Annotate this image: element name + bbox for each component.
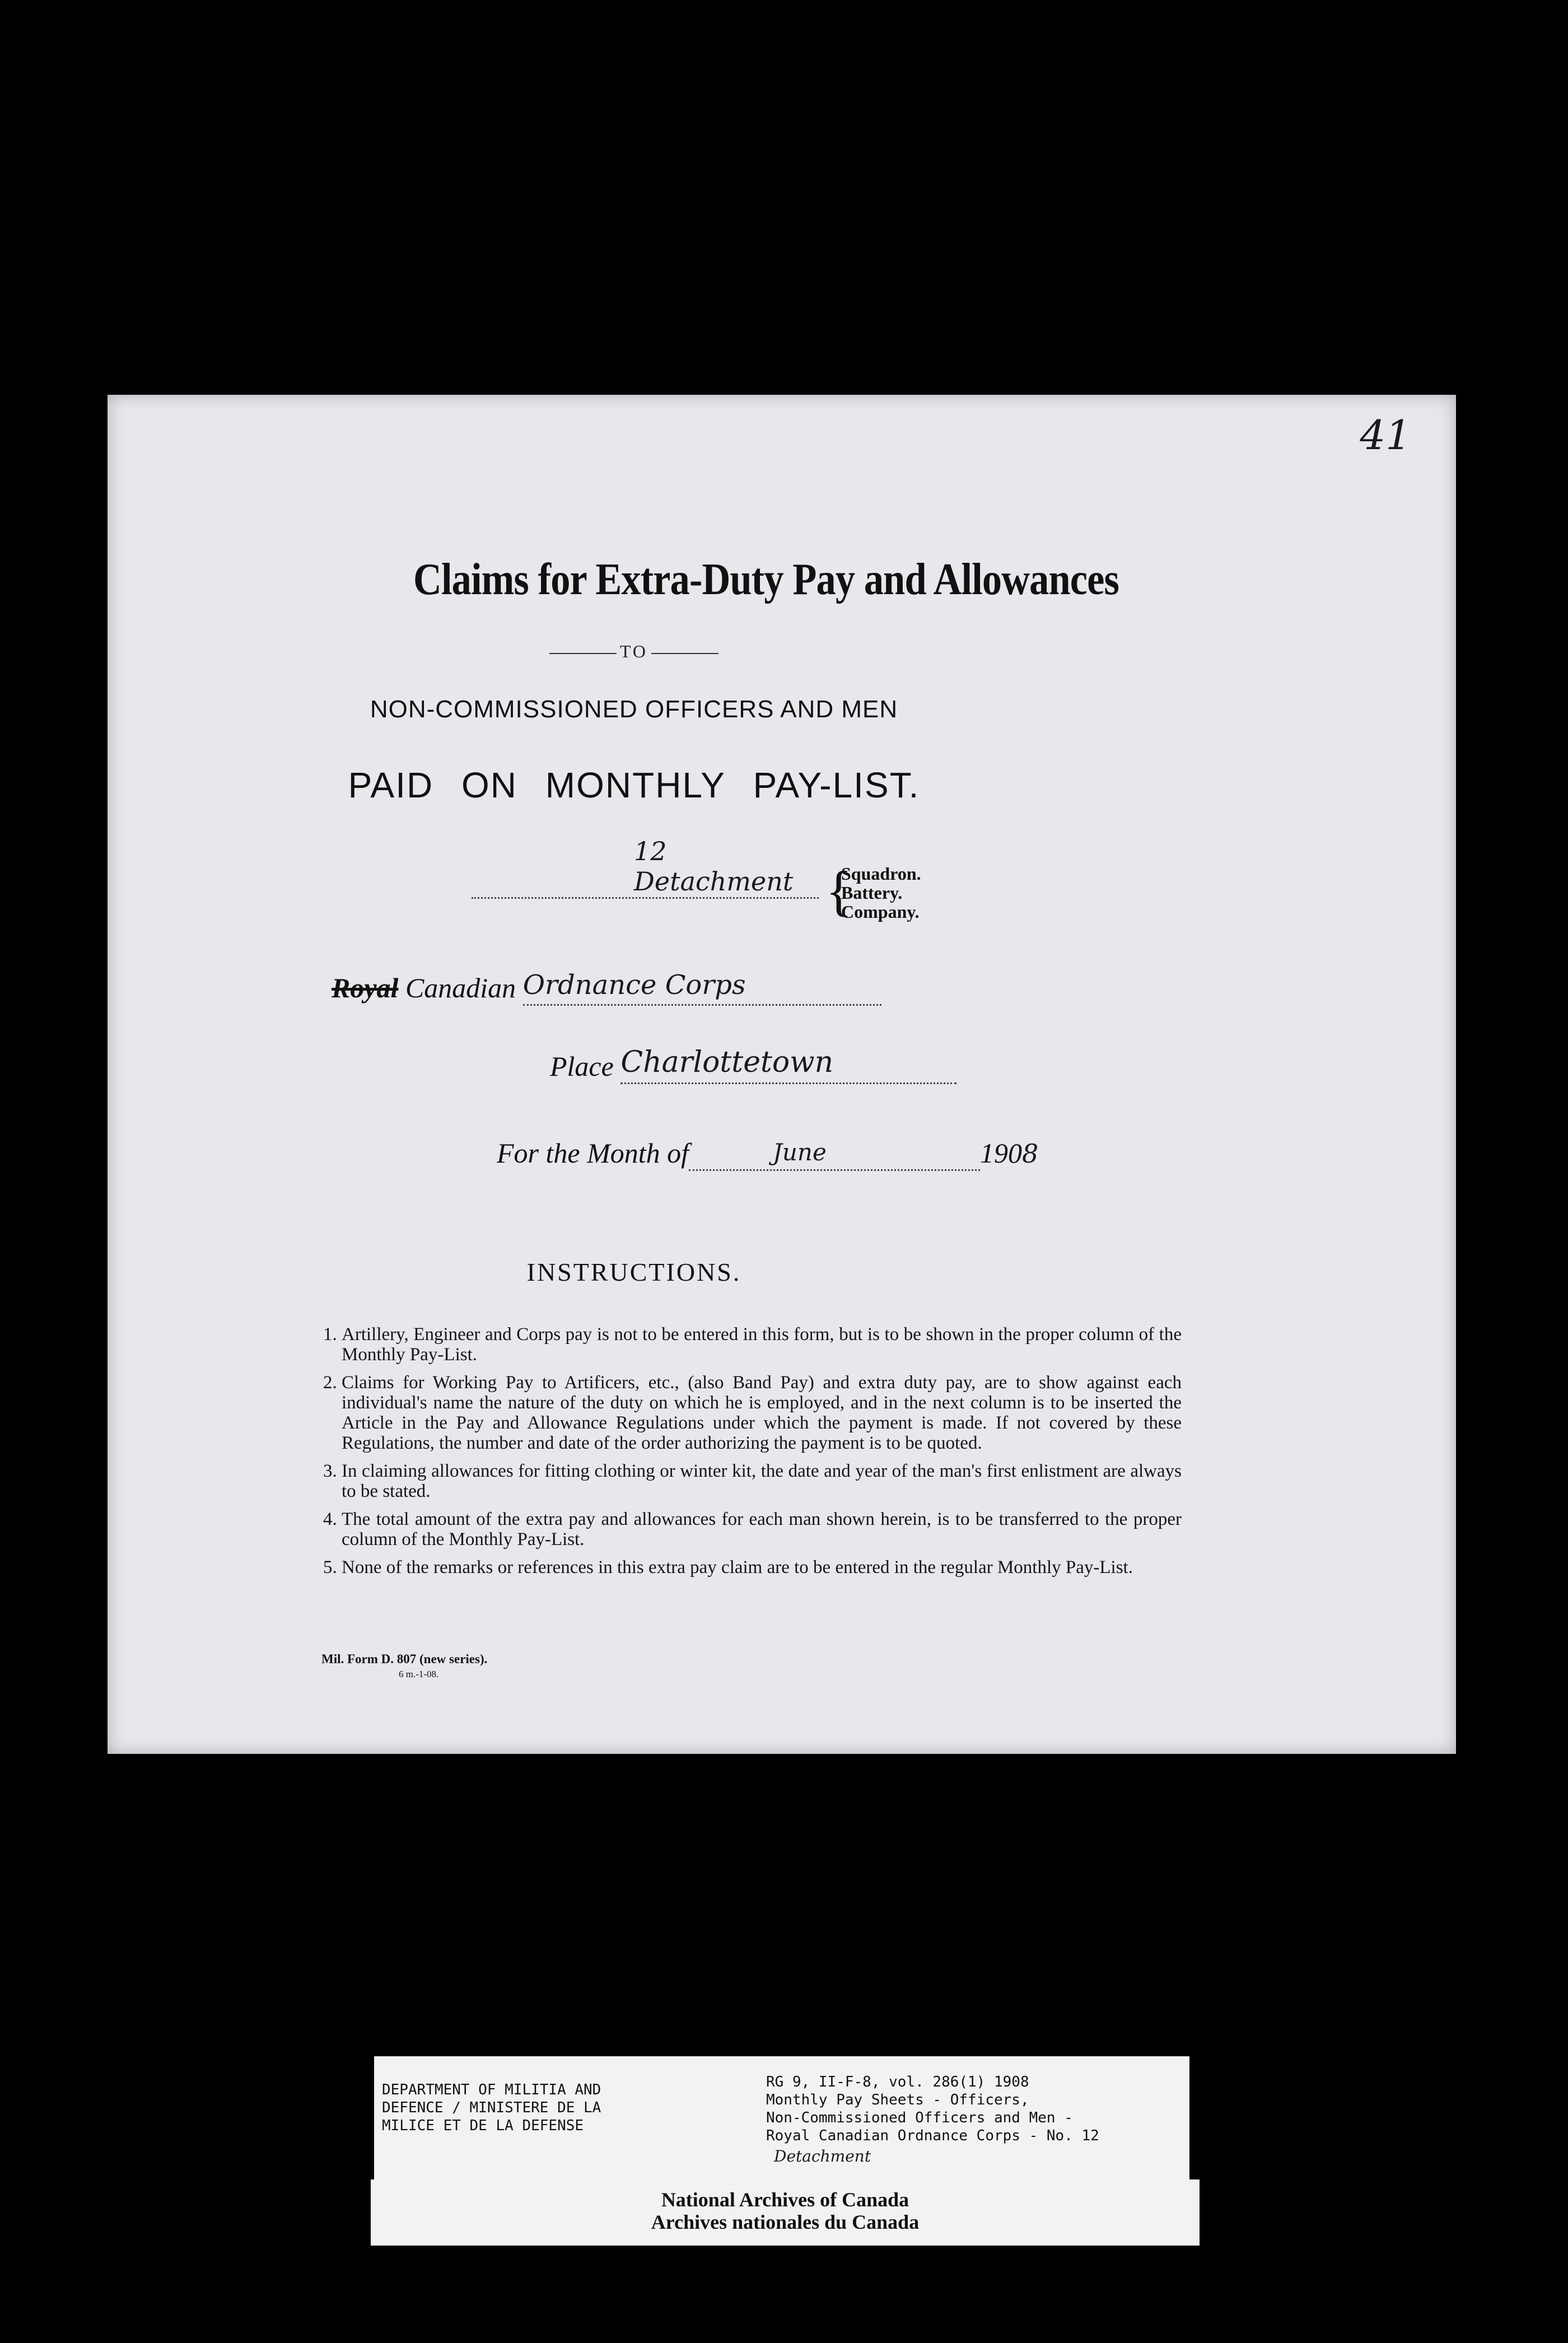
corps-line xyxy=(332,969,881,1006)
instruction-item: 4. The total amount of the extra pay and allowances for each man shown herein, is to be transferred to the proper column of the Monthly Pay-List. xyxy=(342,1509,1182,1549)
archive-label-reference: RG 9, II-F-8, vol. 286(1) 1908 Monthly Pay Sheets - Officers, Non-Commissioned Officers and Men - Royal Canadian Ordnance Corps - No. 12 xyxy=(766,2074,1099,2144)
unit-dotted-line xyxy=(472,897,819,899)
unit-option-battery: Battery. xyxy=(841,883,903,903)
unit-field xyxy=(472,836,819,899)
subtitle: NON-COMMISSIONED OFFICERS AND MEN xyxy=(370,696,898,723)
instruction-item: 1. Artillery, Engineer and Corps pay is not to be entered in this form, but is to be shown in the proper column of the Monthly Pay-List. xyxy=(342,1324,1182,1365)
unit-brace: { xyxy=(825,860,852,922)
instructions-list xyxy=(319,1324,1182,1585)
corps-dotted-line xyxy=(522,969,881,1006)
year-printed: 190 xyxy=(980,1137,1023,1169)
month-label: For the Month of xyxy=(497,1137,689,1169)
archive-label-handwritten: Detachment xyxy=(774,2147,871,2165)
instruction-item: 2. Claims for Working Pay to Artificers, etc., (also Band Pay) and extra duty pay, are to show against each individual's name the nature of the duty on which he is employed, and in the next column is to be inserted the Article in the Pay and Allowance Regulations under which the payment is made. If not covered by these Regulations, the number and date of the order authorizing the payment is to be quoted. xyxy=(342,1373,1182,1453)
document-title: Claims for Extra-Duty Pay and Allowances xyxy=(413,555,1119,604)
instruction-item: 5. None of the remarks or references in this extra pay claim are to be entered in the regular Monthly Pay-List. xyxy=(342,1557,1182,1577)
archives-name-fr: Archives nationales du Canada xyxy=(651,2211,920,2233)
corps-prefix-struck: Royal xyxy=(332,972,399,1004)
archives-stamp xyxy=(371,2179,1200,2246)
place-dotted-line xyxy=(620,1046,956,1084)
month-value: June xyxy=(773,1138,827,1166)
year-handwritten: 8 xyxy=(1022,1138,1039,1169)
instructions-heading: INSTRUCTIONS. xyxy=(526,1258,741,1286)
page-number: 41 xyxy=(1360,412,1411,459)
corps-value: Ordnance Corps xyxy=(522,969,746,1001)
unit-options xyxy=(841,864,921,921)
to-line xyxy=(108,641,1160,662)
form-number: Mil. Form D. 807 (new series). xyxy=(321,1652,488,1666)
archive-label xyxy=(374,2056,1189,2179)
place-label: Place xyxy=(550,1051,614,1082)
document-sheet xyxy=(108,395,1456,1754)
place-line xyxy=(550,1046,956,1084)
archives-name-en: National Archives of Canada xyxy=(661,2188,909,2211)
form-print-run: 6 m.-1-08. xyxy=(399,1669,439,1679)
to-text: TO xyxy=(619,641,648,661)
rule-right xyxy=(651,653,718,654)
archive-label-department: DEPARTMENT OF MILITIA AND DEFENCE / MINISTERE DE LA MILICE ET DE LA DEFENSE xyxy=(382,2081,601,2134)
month-line xyxy=(497,1137,1038,1171)
corps-printed: Canadian xyxy=(405,972,516,1004)
unit-option-company: Company. xyxy=(841,902,920,922)
paid-heading: PAID ON MONTHLY PAY-LIST. xyxy=(348,765,920,805)
month-dotted-line xyxy=(689,1137,980,1171)
place-value: Charlottetown xyxy=(620,1046,834,1079)
instruction-item: 3. In claiming allowances for fitting clothing or winter kit, the date and year of the man's first enlistment are always to be stated. xyxy=(342,1461,1182,1501)
unit-value: 12 Detachment xyxy=(634,836,794,897)
rule-left xyxy=(549,653,617,654)
unit-option-squadron: Squadron. xyxy=(841,864,921,884)
